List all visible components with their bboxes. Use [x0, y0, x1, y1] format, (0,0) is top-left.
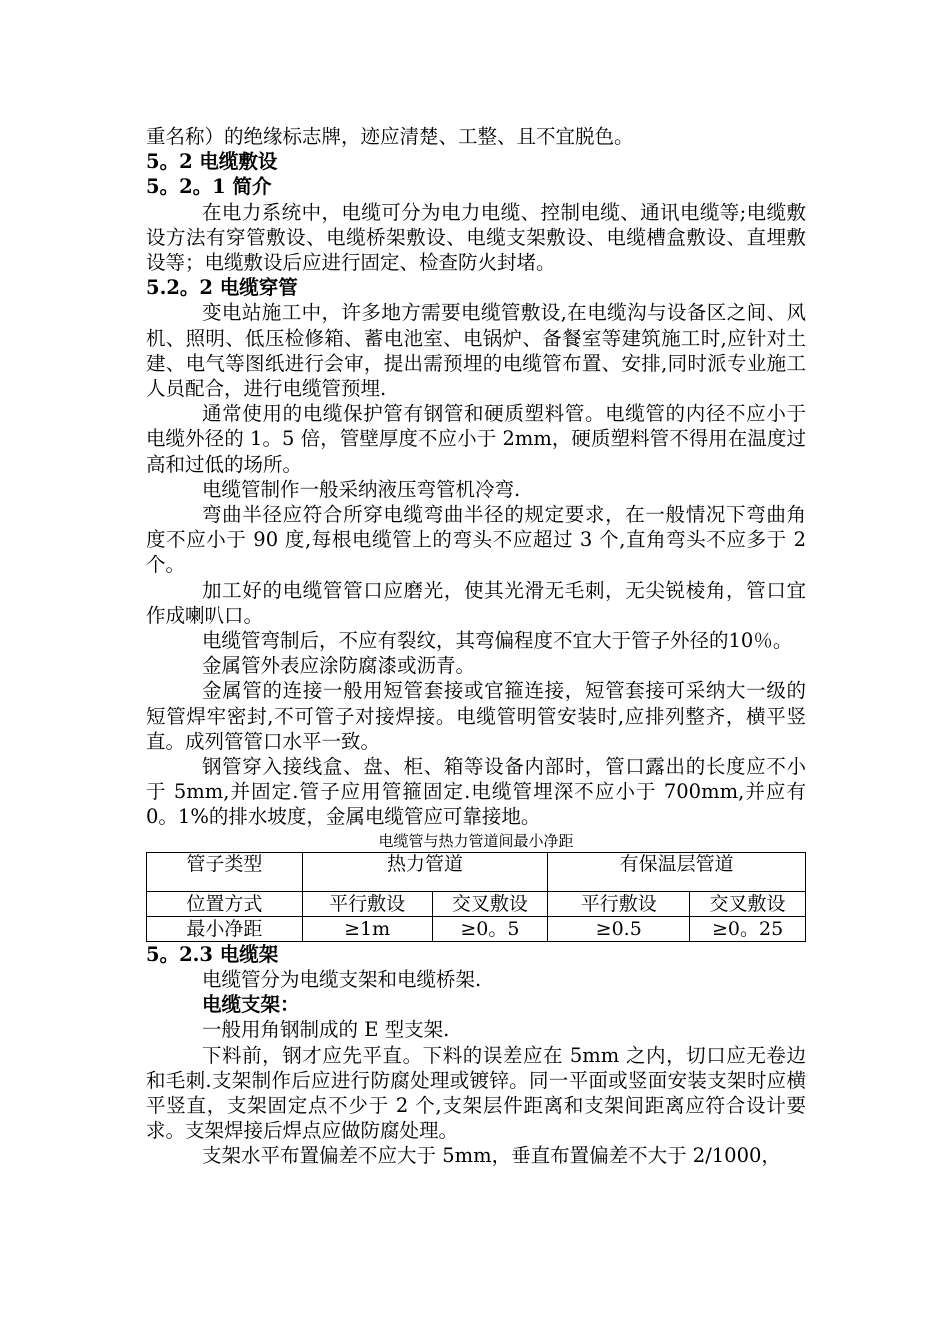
paragraph: 下料前，钢才应先平直。下料的误差应在 5mm 之内，切口应无卷边和毛刺.支架制作后应进行防腐处理或镀锌。同一平面或竖面安装支架时应横平竖直，支架固定点不少于 2 个,支架层件距离和支架间距离应符合设计要求。支架焊接后焊点应做防腐处理。 [146, 1043, 806, 1143]
section-heading: 5。2。1 简介 [146, 175, 272, 199]
table-cell: 平行敷设 [302, 891, 432, 916]
paragraph: 通常使用的电缆保护管有钢管和硬质塑料管。电缆管的内径不应小于电缆外径的 1。5 倍，管壁厚度不应小于 2mm，硬质塑料管不得用在温度过高和过低的场所。 [146, 402, 806, 476]
table-cell: ≥0。5 [432, 916, 548, 941]
section-heading: 5。2 电缆敷设 [146, 150, 278, 174]
table-cell: 管子类型 [147, 852, 303, 891]
table-cell: ≥1m [302, 916, 432, 941]
paragraph: 弯曲半径应符合所穿电缆弯曲半径的规定要求，在一般情况下弯曲角度不应小于 90 度,每根电缆管上的弯头不应超过 3 个,直角弯头不应多于 2 个。 [146, 503, 806, 577]
subheading: 电缆支架： [202, 993, 300, 1017]
clearance-table [146, 852, 806, 942]
table-cell: 热力管道 [302, 852, 548, 891]
table-cell: ≥0.5 [548, 916, 690, 941]
table-caption: 电缆管与热力管道间最小净距 [378, 831, 574, 850]
paragraph: 金属管的连接一般用短管套接或官箍连接，短管套接可采纳大一级的短管焊牢密封,不可管子对接焊接。电缆管明管安装时,应排列整齐，横平竖直。成列管管口水平一致。 [146, 679, 806, 753]
paragraph: 电缆管弯制后，不应有裂纹，其弯偏程度不宜大于管子外径的10％。 [202, 629, 793, 653]
table-cell: 平行敷设 [548, 891, 690, 916]
table-cell: 位置方式 [147, 891, 303, 916]
table-row [147, 891, 806, 916]
table-cell: 交叉敷设 [432, 891, 548, 916]
table-row [147, 916, 806, 941]
paragraph: 在电力系统中，电缆可分为电力电缆、控制电缆、通讯电缆等;电缆敷设方法有穿管敷设、电缆桥架敷设、电缆支架敷设、电缆槽盒敷设、直埋敷设等；电缆敷设后应进行固定、检查防火封堵。 [146, 200, 806, 275]
paragraph: 电缆管分为电缆支架和电缆桥架. [202, 967, 482, 991]
document-page [146, 124, 806, 1169]
paragraph: 一般用角钢制成的 E 型支架. [202, 1018, 450, 1042]
paragraph: 钢管穿入接线盒、盘、柜、箱等设备内部时，管口露出的长度应不小于 5mm,并固定.管子应用管箍固定.电缆管埋深不应小于 700mm,并应有 0。1%的排水坡度，金属电缆管应可靠接地。 [146, 755, 806, 829]
table-row [147, 852, 806, 891]
table-cell: ≥0。25 [690, 916, 806, 941]
section-heading: 5。2.3 电缆架 [146, 942, 279, 966]
table-cell: 最小净距 [147, 916, 303, 941]
table-cell: 有保温层管道 [548, 852, 806, 891]
paragraph: 金属管外表应涂防腐漆或沥青。 [202, 654, 476, 678]
paragraph: 重名称）的绝缘标志牌，迹应清楚、工整、且不宜脱色。 [146, 125, 634, 148]
paragraph: 电缆管制作一般采纳液压弯管机冷弯. [202, 477, 521, 501]
paragraph: 变电站施工中，许多地方需要电缆管敷设,在电缆沟与设备区之间、风机、照明、低压检修箱、蓄电池室、电锅炉、备餐室等建筑施工时,应针对土建、电气等图纸进行会审，提出需预埋的电缆管布置、安排,同时派专业施工人员配合，进行电缆管预埋. [146, 301, 806, 401]
paragraph: 支架水平布置偏差不应大于 5mm，垂直布置偏差不大于 2/1000， [202, 1144, 781, 1168]
section-heading: 5.2。2 电缆穿管 [146, 276, 298, 300]
table-cell: 交叉敷设 [690, 891, 806, 916]
paragraph: 加工好的电缆管管口应磨光，使其光滑无毛刺，无尖锐棱角，管口宜作成喇叭口。 [146, 578, 806, 627]
